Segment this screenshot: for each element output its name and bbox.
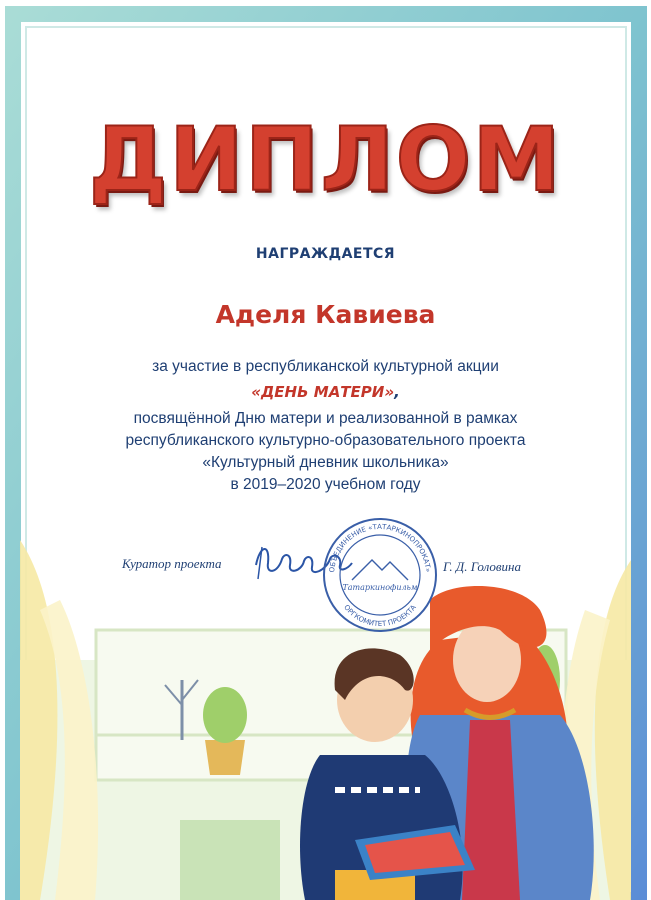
participation-line: за участие в республиканской культурной акции (152, 358, 499, 375)
school-year-line: в 2019–2020 учебном году (230, 476, 421, 493)
recipient-name: Аделя Кавиева (215, 300, 436, 329)
official-stamp (320, 516, 440, 634)
potted-plant-icon (203, 687, 247, 775)
curator-name: Г. Д. Головина (443, 559, 522, 574)
project-name-line: «Культурный дневник школьника» (202, 454, 449, 471)
event-name-line (0, 383, 651, 401)
event-comma: , (394, 383, 400, 401)
stamp-bottom-text: ОРГКОМИТЕТ ПРОЕКТА (342, 603, 418, 629)
diploma-title: ДИПЛОМ (88, 108, 563, 211)
event-name: «ДЕНЬ МАТЕРИ» (251, 383, 395, 401)
svg-text:ОБЪЕДИНЕНИЕ «ТАТАРКИНОПРОКАТ» (328, 523, 432, 573)
awarded-label: НАГРАЖДАЕТСЯ (255, 246, 396, 262)
project-line: республиканского культурно-образовательного проекта (125, 432, 526, 449)
curator-label: Куратор проекта (122, 556, 222, 571)
stamp-top-text: ОБЪЕДИНЕНИЕ «ТАТАРКИНОПРОКАТ» (328, 522, 432, 573)
stamp-logo-text: Татаркинофильм (342, 583, 418, 592)
dedication-line: посвящённой Дню матери и реализованной в рамках (133, 410, 518, 427)
